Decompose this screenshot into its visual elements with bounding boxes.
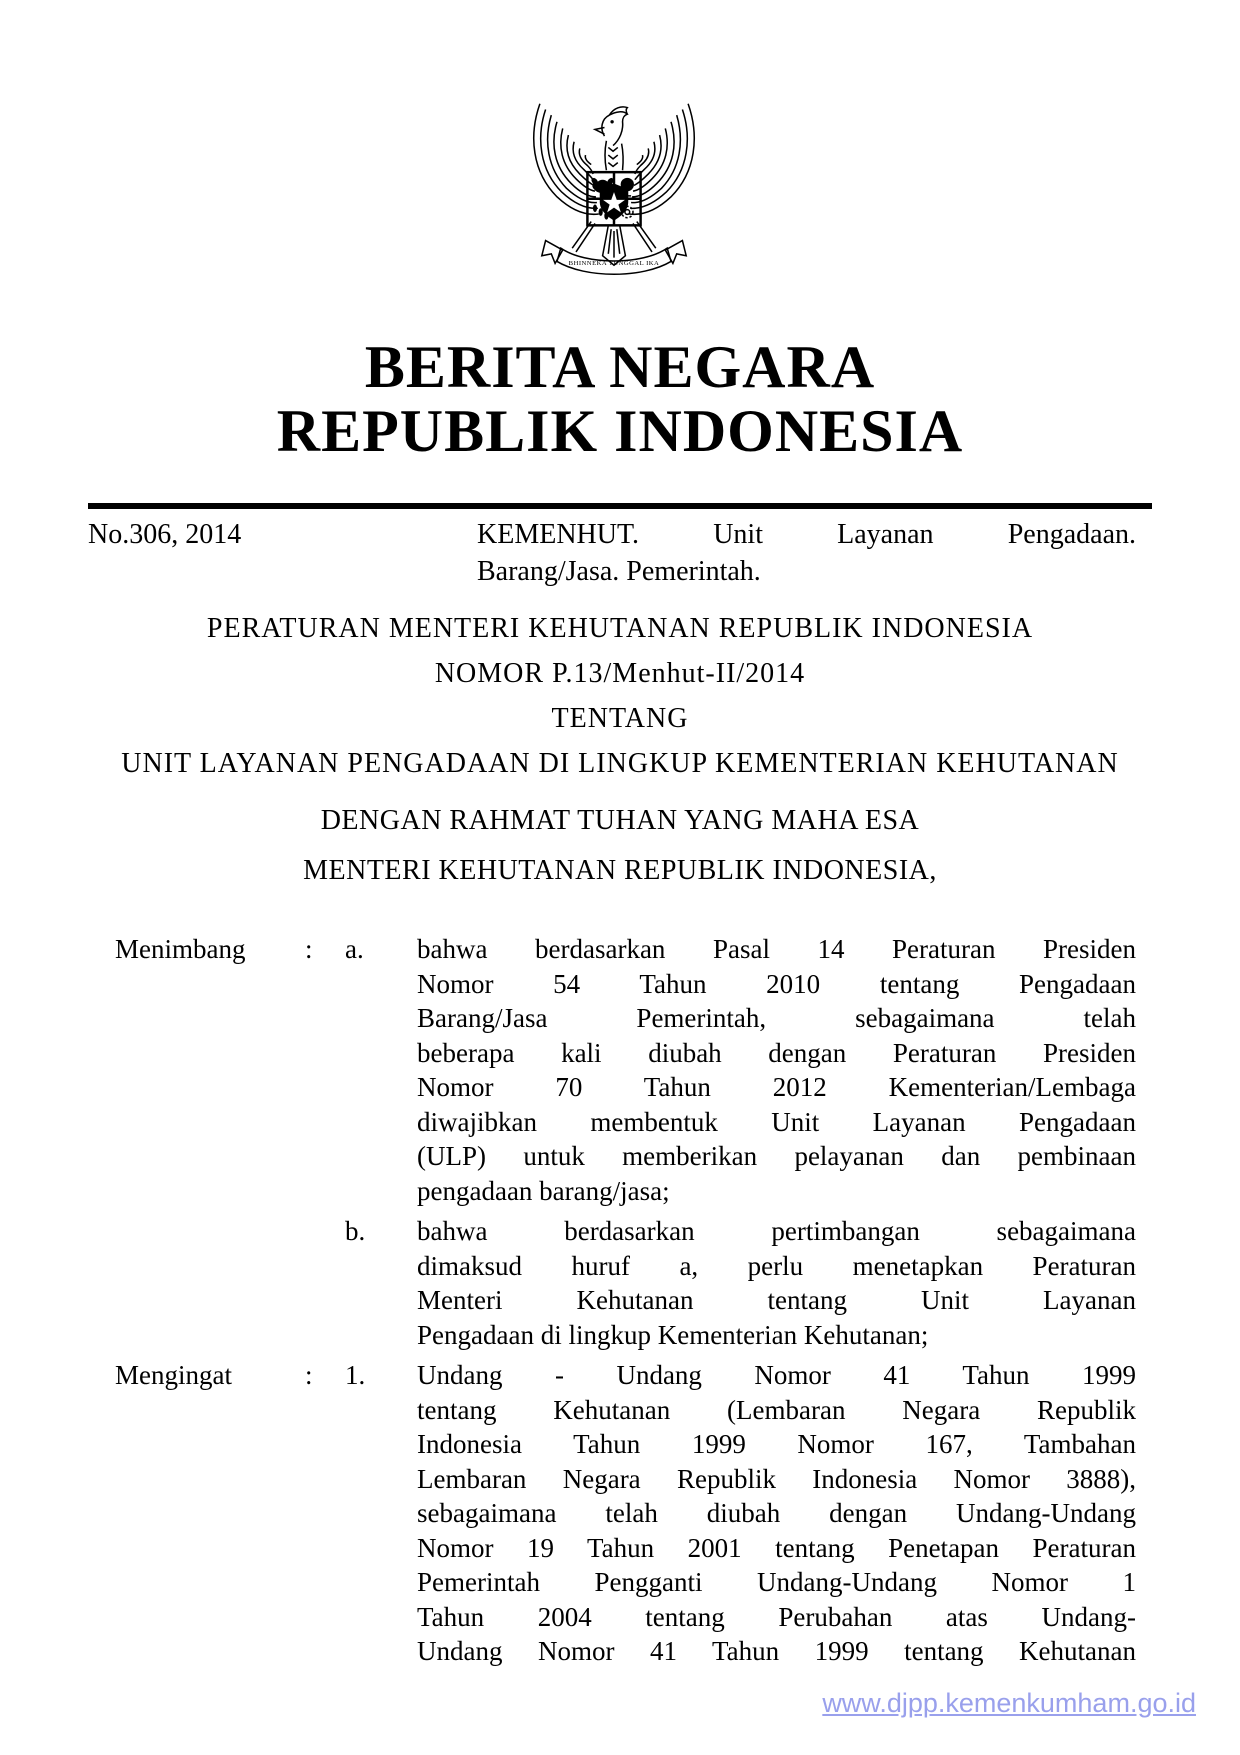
text-line: Nomor 70 Tahun 2012 Kementerian/Lembaga xyxy=(417,1072,1136,1102)
issue-subject xyxy=(477,516,1152,590)
text-line: bahwa berdasarkan pertimbangan sebagaimana xyxy=(417,1216,1136,1246)
regulation-subject: UNIT LAYANAN PENGADAAN DI LINGKUP KEMENTERIAN KEHUTANAN xyxy=(121,748,1119,779)
text-line: Barang/Jasa Pemerintah, sebagaimana telah xyxy=(417,1003,1136,1033)
text-line: Pemerintah Pengganti Undang-Undang Nomor 1 xyxy=(417,1567,1136,1597)
text-line: Pengadaan di lingkup Kementerian Kehutanan; xyxy=(417,1319,929,1350)
header-rule xyxy=(88,503,1152,509)
clause-label: Mengingat xyxy=(115,1360,232,1390)
text-line: diwajibkan membentuk Unit Layanan Pengadaan xyxy=(417,1106,1136,1137)
masthead xyxy=(0,335,1240,463)
invocation-line1: DENGAN RAHMAT TUHAN YANG MAHA ESA xyxy=(320,805,920,836)
issue-subject-line2: Barang/Jasa. Pemerintah. xyxy=(477,556,761,587)
text-line: Lembaran Negara Republik Indonesia Nomor 3888), xyxy=(417,1463,1136,1494)
pancasila-shield xyxy=(587,172,640,225)
motto-text: BHINNEKA TUNGGAL IKA xyxy=(568,260,660,268)
issue-subject-line1: KEMENHUT. Unit Layanan Pengadaan. xyxy=(477,519,1136,550)
garuda-pancasila-emblem-icon xyxy=(519,98,709,290)
text-line: beberapa kali diubah dengan Peraturan Presiden xyxy=(417,1037,1136,1068)
masthead-line1: BERITA NEGARA xyxy=(364,334,876,400)
invocation-line2: MENTERI KEHUTANAN REPUBLIK INDONESIA, xyxy=(303,855,937,886)
text-line: sebagaimana telah diubah dengan Undang-Undang xyxy=(417,1498,1136,1528)
regulation-number: NOMOR P.13/Menhut-II/2014 xyxy=(434,658,806,689)
clause-item-marker: a. xyxy=(345,934,364,964)
text-line: Undang Nomor 41 Tahun 1999 tentang Kehutanan xyxy=(417,1636,1136,1666)
text-line: Nomor 54 Tahun 2010 tentang Pengadaan xyxy=(417,968,1136,999)
clause-row xyxy=(115,932,1152,1208)
clause-colon: : xyxy=(305,934,313,964)
regulation-title xyxy=(88,606,1152,786)
regulation-title-line1: PERATURAN MENTERI KEHUTANAN REPUBLIK INDONESIA xyxy=(206,613,1034,644)
emblem-container xyxy=(0,0,1240,295)
clause-item-marker: b. xyxy=(345,1216,366,1246)
text-line: bahwa berdasarkan Pasal 14 Peraturan Presiden xyxy=(417,934,1136,964)
garuda-head xyxy=(595,107,627,170)
text-line: tentang Kehutanan (Lembaran Negara Republik xyxy=(417,1394,1136,1425)
masthead-line2: REPUBLIK INDONESIA xyxy=(276,398,964,464)
text-line: Indonesia Tahun 1999 Nomor 167, Tambahan xyxy=(417,1429,1136,1459)
text-line: Nomor 19 Tahun 2001 tentang Penetapan Peraturan xyxy=(417,1532,1136,1563)
clause-colon: : xyxy=(305,1360,313,1390)
content-area xyxy=(0,503,1240,1669)
footer-website-link[interactable]: www.djpp.kemenkumham.go.id xyxy=(822,1688,1196,1718)
clause-label xyxy=(115,1214,305,1352)
clause-item-text xyxy=(417,932,1152,1208)
text-line: Undang - Undang Nomor 41 Tahun 1999 xyxy=(417,1360,1136,1390)
text-line: Menteri Kehutanan tentang Unit Layanan xyxy=(417,1285,1136,1315)
clause-item-text xyxy=(417,1214,1152,1352)
clause-item-text xyxy=(417,1358,1152,1669)
text-line: pengadaan barang/jasa; xyxy=(417,1175,670,1206)
clause-row xyxy=(115,1358,1152,1669)
clause-row xyxy=(115,1214,1152,1352)
clause-colon xyxy=(305,1214,345,1352)
text-line: Tahun 2004 tentang Perubahan atas Undang- xyxy=(417,1601,1136,1632)
text-line: (ULP) untuk memberikan pelayanan dan pembinaan xyxy=(417,1141,1136,1171)
clause-label: Menimbang xyxy=(115,934,246,964)
regulation-tentang: TENTANG xyxy=(551,703,689,734)
text-line: dimaksud huruf a, perlu menetapkan Peraturan xyxy=(417,1250,1136,1281)
issue-number: No.306, 2014 xyxy=(88,519,242,550)
preamble-clauses xyxy=(88,932,1152,1669)
invocation xyxy=(88,796,1152,896)
clause-item-marker: 1. xyxy=(345,1360,366,1390)
issue-header xyxy=(88,516,1152,590)
